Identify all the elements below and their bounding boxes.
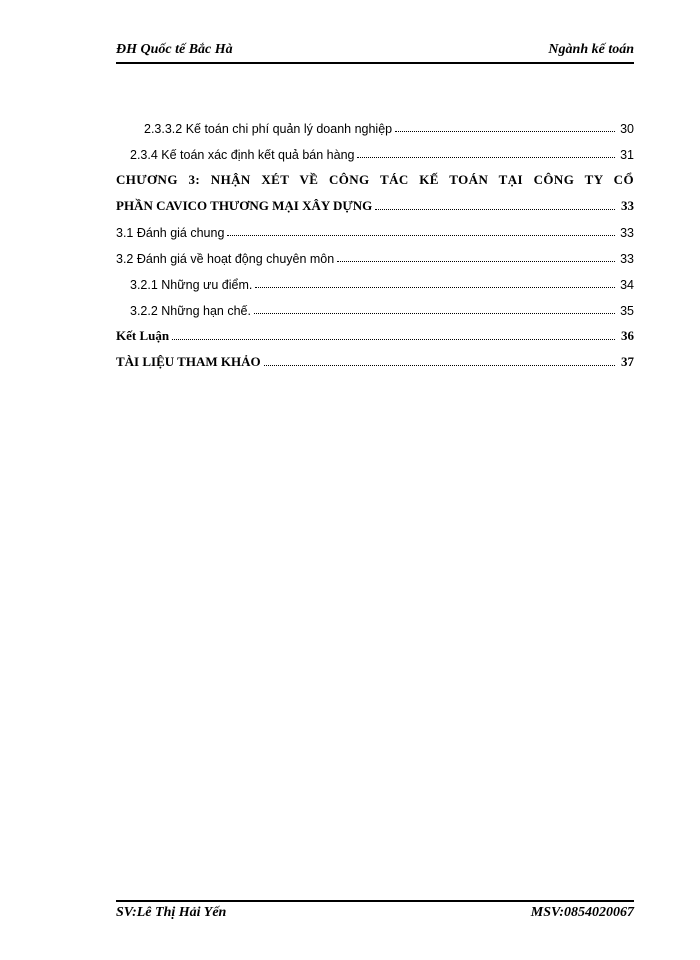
header-university: ĐH Quốc tế Bắc Hà [116,42,233,57]
toc-entry[interactable] [116,292,634,318]
table-of-contents [116,110,634,370]
toc-entry-label: 3.2 Đánh giá về hoạt động chuyên môn [116,252,335,266]
toc-entry[interactable] [116,318,634,344]
toc-entry[interactable] [116,240,634,266]
header-major: Ngành kế toán [548,42,634,57]
toc-entry-label: Kết Luận [116,328,170,343]
toc-entry-page: 37 [621,354,634,369]
toc-entry-page: 30 [620,122,634,136]
toc-entry-page: 33 [621,198,634,213]
toc-chapter-label-line2: PHẦN CAVICO THƯƠNG MẠI XÂY DỰNG [116,198,373,213]
toc-entry[interactable] [116,214,634,240]
toc-leader-dots [375,208,615,210]
page-footer [116,900,634,920]
toc-entry[interactable] [116,136,634,162]
toc-entry-page: 33 [620,226,634,240]
toc-entry-page: 36 [621,328,634,343]
footer-student-name: SV:Lê Thị Hải Yến [116,905,227,920]
toc-entry[interactable] [116,110,634,136]
toc-entry-page: 33 [620,252,634,266]
footer-student-id: MSV:0854020067 [530,905,634,920]
toc-entry-page: 31 [620,148,634,162]
toc-leader-dots [337,260,615,262]
toc-leader-dots [357,156,615,158]
toc-entry-label: 3.2.2 Những hạn chế. [130,304,251,318]
toc-leader-dots [395,130,615,132]
toc-leader-dots [254,312,615,314]
toc-chapter-heading-line2[interactable] [116,188,634,214]
toc-entry-label: 3.1 Đánh giá chung [116,226,225,240]
toc-entry-page: 34 [620,278,634,292]
toc-entry-label: 2.3.3.2 Kế toán chi phí quản lý doanh nghiệp [144,122,393,136]
toc-leader-dots [264,364,615,366]
toc-chapter-heading-line1[interactable] [116,162,634,188]
page-header [116,40,634,64]
toc-chapter-label-line1: CHƯƠNG 3: NHẬN XÉT VỀ CÔNG TÁC KẾ TOÁN TẠI CÔNG TY CỔ [116,172,634,187]
toc-entry-label: TÀI LIỆU THAM KHẢO [116,354,261,369]
toc-entry-label: 2.3.4 Kế toán xác định kết quả bán hàng [130,148,355,162]
toc-leader-dots [172,338,615,340]
toc-leader-dots [255,286,615,288]
toc-leader-dots [227,234,615,236]
toc-entry[interactable] [116,344,634,370]
toc-entry[interactable] [116,266,634,292]
toc-entry-page: 35 [620,304,634,318]
toc-entry-label: 3.2.1 Những ưu điểm. [130,278,253,292]
